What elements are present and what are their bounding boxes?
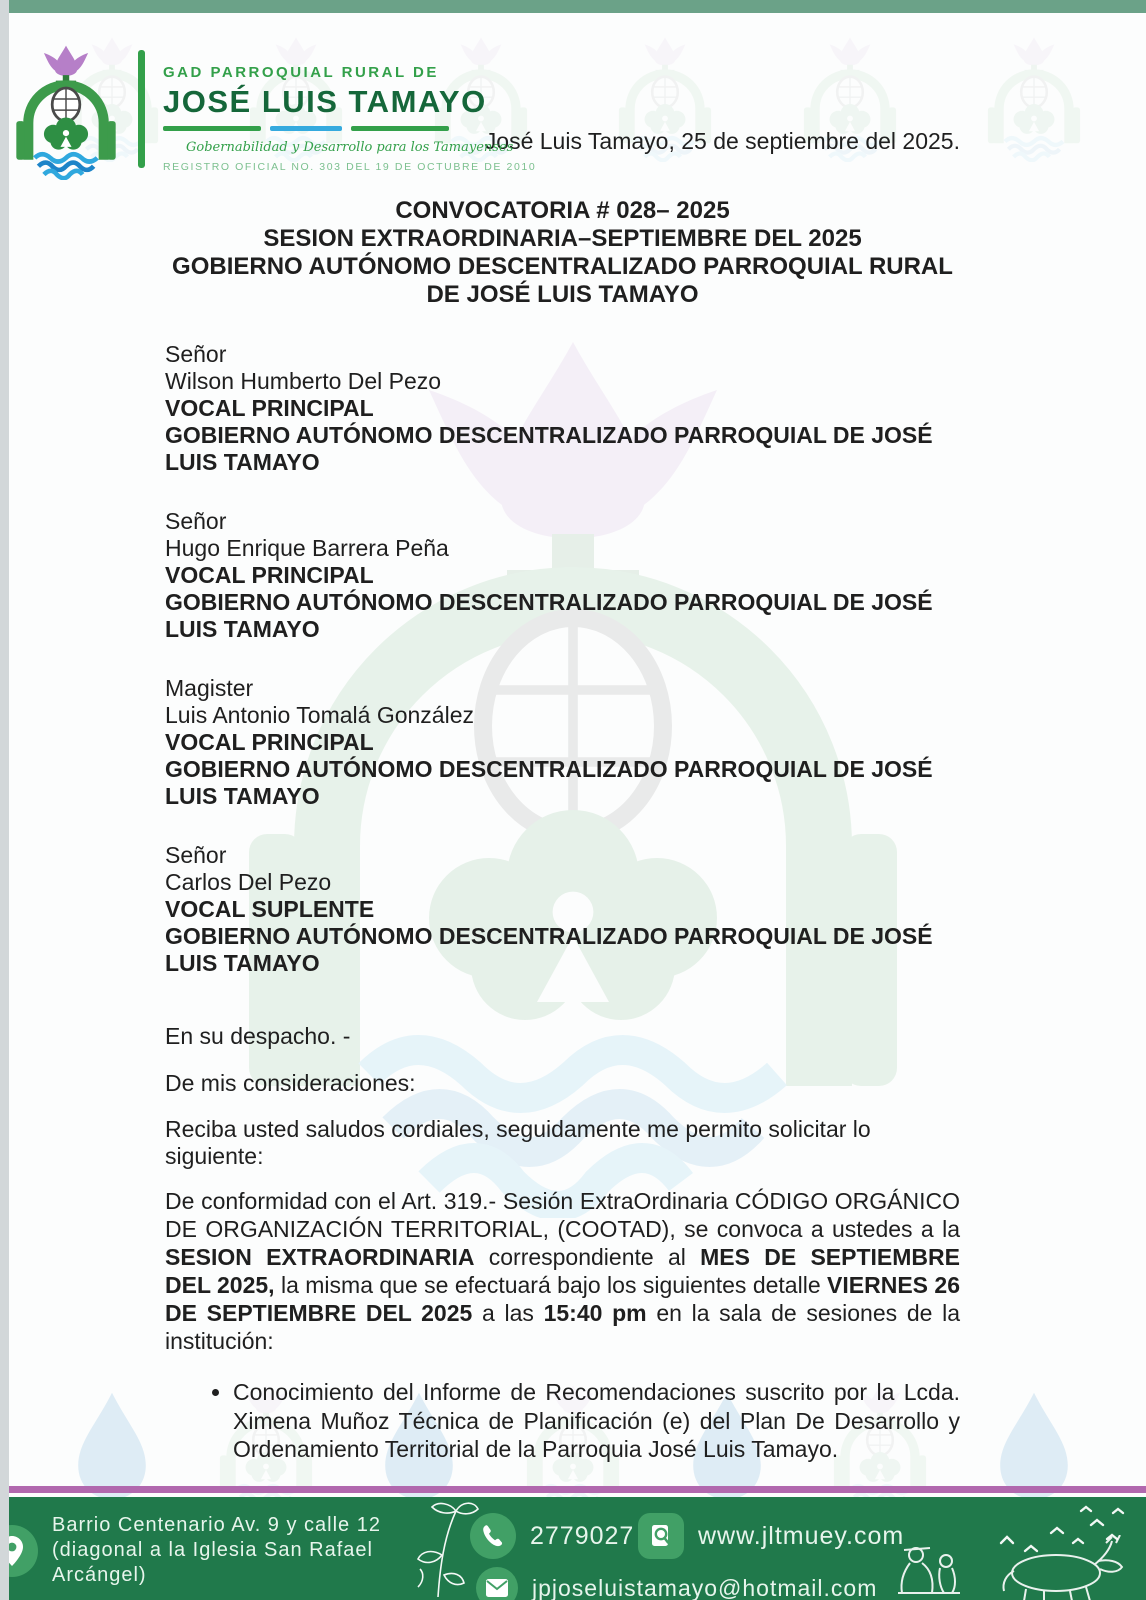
parish-crest-logo	[10, 42, 122, 180]
title-line-2: SESION EXTRAORDINARIA–SEPTIEMBRE DEL 2025	[263, 225, 862, 252]
underline-green-left	[163, 126, 261, 131]
recipient-name: Luis Antonio Tomalá González	[165, 702, 474, 728]
underline-blue	[270, 126, 342, 131]
paragraph-segment: la misma que se efectuará bajo los siguientes detalle	[274, 1272, 828, 1298]
donkey-people-sketch	[880, 1535, 1140, 1600]
address-text: Barrio Centenario Av. 9 y calle 12 (diagonal a la Iglesia San Rafael Arcángel)	[52, 1514, 381, 1586]
registro-oficial: REGISTRO OFICIAL NO. 303 DEL 19 DE OCTUBRE DE 2010	[163, 161, 537, 173]
recipient-salutation: Magister	[165, 675, 254, 701]
letterhead-divider	[138, 50, 145, 168]
website-contact	[638, 1513, 904, 1559]
paragraph-bold-segment: SESION EXTRAORDINARIA	[165, 1244, 475, 1270]
letter-title	[165, 197, 960, 309]
paragraph-segment: De conformidad con el Art. 319.- Sesión ExtraOrdinaria CÓDIGO ORGÁNICO DE ORGANIZACIÓN TERRITORIAL, (COOTAD), se convoca a ustedes a la	[165, 1188, 960, 1242]
email-envelope-icon	[476, 1567, 518, 1600]
paragraph-segment: en la sala de sesiones de la institución:	[165, 1300, 960, 1354]
web-search-icon	[638, 1513, 684, 1559]
letter-content	[165, 128, 960, 1464]
recipients	[165, 341, 960, 977]
recipient-organization: GOBIERNO AUTÓNOMO DESCENTRALIZADO PARROQUIAL DE JOSÉ LUIS TAMAYO	[165, 422, 933, 475]
title-line-3: GOBIERNO AUTÓNOMO DESCENTRALIZADO PARROQUIAL RURAL DE JOSÉ LUIS TAMAYO	[172, 253, 953, 308]
phone-contact	[470, 1513, 634, 1559]
recipient-block	[165, 842, 960, 977]
org-type-label: GAD PARROQUIAL RURAL DE	[163, 64, 439, 81]
recipient-block	[165, 675, 960, 810]
top-green-bar	[0, 0, 1146, 13]
paragraph-bold-segment: VIERNES 26 DE SEPTIEMBRE DEL 2025	[165, 1272, 960, 1326]
recipient-role: VOCAL PRINCIPAL	[165, 562, 374, 588]
scan-edge	[0, 0, 9, 1600]
recipient-organization: GOBIERNO AUTÓNOMO DESCENTRALIZADO PARROQUIAL DE JOSÉ LUIS TAMAYO	[165, 756, 933, 809]
recipient-name: Carlos Del Pezo	[165, 869, 332, 895]
crest-watermark-icon	[982, 34, 1086, 162]
letterhead	[10, 42, 536, 180]
website-url: www.jltmuey.com	[698, 1521, 905, 1550]
footer-purple-rule	[0, 1486, 1146, 1493]
underline-green-right	[351, 126, 449, 131]
phone-icon	[470, 1513, 516, 1559]
recipient-salutation: Señor	[165, 842, 227, 868]
email-contact	[476, 1567, 877, 1600]
agenda-list	[165, 1378, 960, 1464]
recipient-block	[165, 341, 960, 476]
date-line: José Luis Tamayo, 25 de septiembre del 2025.	[484, 128, 960, 154]
email-address: jpjoseluistamayo@hotmail.com	[532, 1574, 878, 1600]
logo-underline	[163, 126, 536, 131]
address-block	[0, 1513, 432, 1588]
recipient-organization: GOBIERNO AUTÓNOMO DESCENTRALIZADO PARROQUIAL DE JOSÉ LUIS TAMAYO	[165, 923, 933, 976]
greeting-line: Reciba usted saludos cordiales, seguidamente me permito solicitar lo siguiente:	[165, 1116, 871, 1169]
letterhead-text	[163, 42, 536, 173]
recipient-block	[165, 508, 960, 643]
recipient-organization: GOBIERNO AUTÓNOMO DESCENTRALIZADO PARROQUIAL DE JOSÉ LUIS TAMAYO	[165, 589, 933, 642]
recipient-salutation: Señor	[165, 341, 227, 367]
convocation-paragraph	[165, 1187, 960, 1355]
recipient-role: VOCAL SUPLENTE	[165, 896, 375, 922]
paragraph-segment: a las	[472, 1300, 544, 1326]
title-line-1: CONVOCATORIA # 028– 2025	[395, 197, 730, 224]
org-tagline: Gobernabilidad y Desarrollo para los Tamayenses	[186, 140, 514, 155]
recipient-role: VOCAL PRINCIPAL	[165, 729, 374, 755]
org-name: JOSÉ LUIS TAMAYO	[163, 84, 487, 119]
despacho-line: En su despacho. -	[165, 1023, 351, 1049]
footer-banner	[0, 1497, 1146, 1600]
paragraph-bold-segment: 15:40 pm	[543, 1300, 647, 1326]
recipient-name: Hugo Enrique Barrera Peña	[165, 535, 449, 561]
recipient-role: VOCAL PRINCIPAL	[165, 395, 374, 421]
paragraph-bold-segment: MES DE SEPTIEMBRE DEL 2025,	[165, 1244, 960, 1298]
salutation-line: De mis consideraciones:	[165, 1070, 416, 1096]
agenda-item: • Conocimiento del Informe de Recomendaciones suscrito por la Lcda. Ximena Muñoz Técnica de Planificación (e) del Plan De Desarrollo y Ordenamiento Territorial de la Parroquia José Luis Tamayo.	[233, 1378, 960, 1464]
recipient-salutation: Señor	[165, 508, 227, 534]
paragraph-segment: correspondiente al	[474, 1244, 701, 1270]
phone-number: 2779027	[530, 1521, 635, 1550]
recipient-name: Wilson Humberto Del Pezo	[165, 368, 442, 394]
